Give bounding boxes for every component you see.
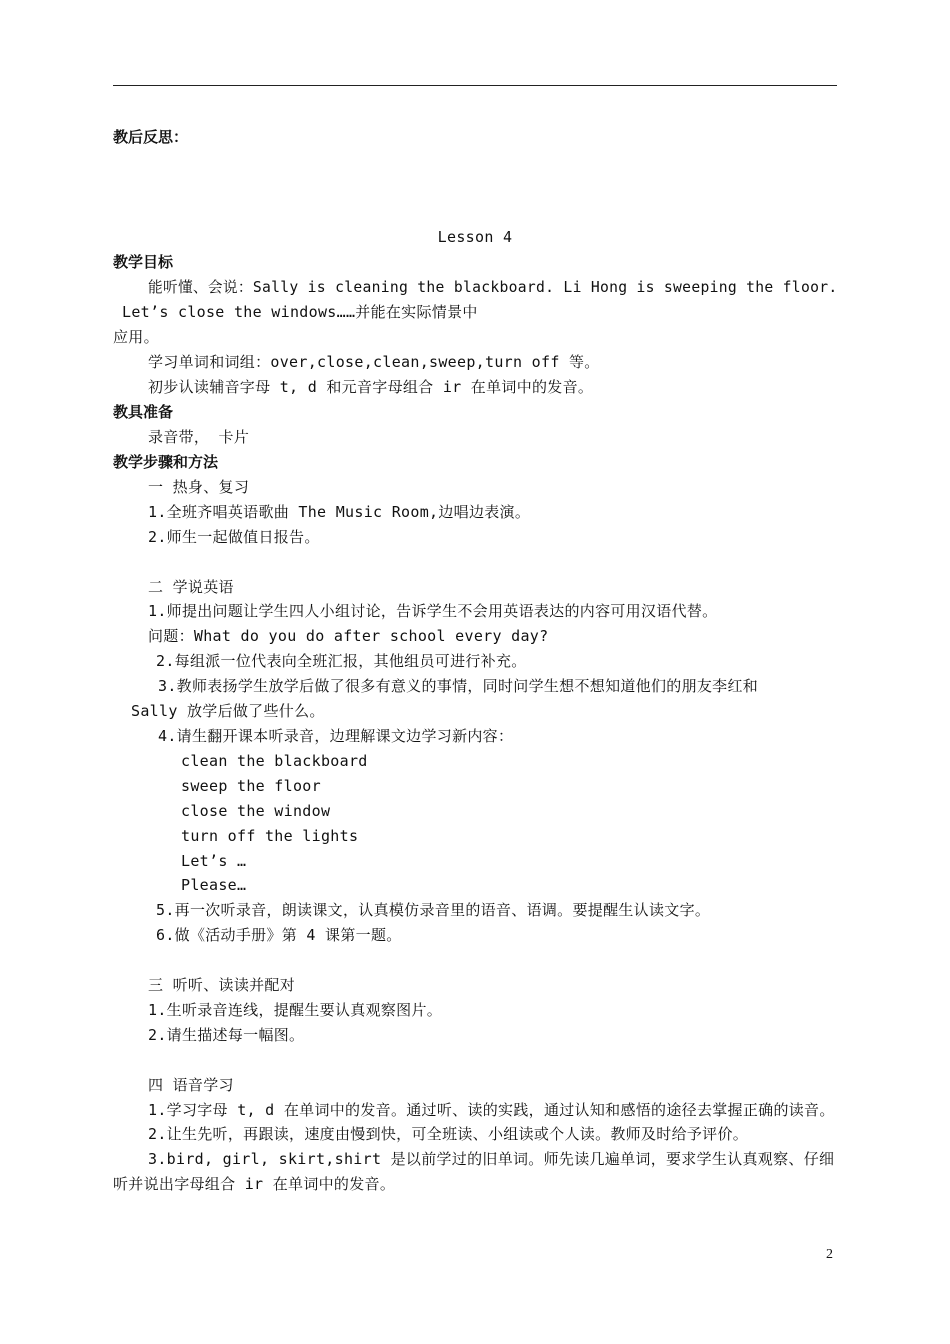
section-1-item-1: 1.全班齐唱英语歌曲 The Music Room,边唱边表演。 <box>148 503 531 521</box>
objectives-line-1: 能听懂、会说：Sally is cleaning the blackboard. Li Hong is sweeping the floor. <box>148 278 838 296</box>
section-4-item-1: 1.学习字母 t, d 在单词中的发音。通过听、读的实践，通过认知和感悟的途径去掌握正确的读音。 <box>148 1101 835 1119</box>
objectives-line-3: 应用。 <box>113 328 159 346</box>
materials-line: 录音带， 卡片 <box>148 428 250 446</box>
materials-heading: 教具准备 <box>113 403 174 421</box>
section-3-item-1: 1.生听录音连线，提醒生要认真观察图片。 <box>148 1001 443 1019</box>
section-2-item-5: 5.再一次听录音，朗读课文，认真模仿录音里的语音、语调。要提醒生认读文字。 <box>156 901 711 919</box>
section-4-item-3b: 听并说出字母组合 ir 在单词中的发音。 <box>113 1175 396 1193</box>
page-number: 2 <box>826 1247 833 1262</box>
section-4-item-2: 2.让生先听，再跟读，速度由慢到快，可全班读、小组读或个人读。教师及时给予评价。 <box>148 1125 749 1143</box>
phrase-item: turn off the lights <box>181 827 359 845</box>
section-4-title: 四 语音学习 <box>148 1076 234 1094</box>
phrase-item: close the window <box>181 802 331 820</box>
reflection-heading: 教后反思： <box>113 128 189 146</box>
section-2-item-4: 4.请生翻开课本听录音，边理解课文边学习新内容： <box>158 727 514 745</box>
section-2-question: 问题：What do you do after school every day? <box>148 627 549 645</box>
phrase-item: sweep the floor <box>181 777 321 795</box>
section-2-item-6: 6.做《活动手册》第 4 课第一题。 <box>156 926 402 944</box>
header-rule <box>113 85 837 86</box>
section-2-item-3b: Sally 放学后做了些什么。 <box>131 702 325 720</box>
section-4-item-3a: 3.bird, girl, skirt,shirt 是以前学过的旧单词。师先读几遍单词，要求学生认真观察、仔细 <box>148 1150 835 1168</box>
objectives-line-4: 学习单词和词组：over,close,clean,sweep,turn off 等。 <box>148 353 600 371</box>
steps-heading: 教学步骤和方法 <box>113 453 219 471</box>
section-2-item-2: 2.每组派一位代表向全班汇报，其他组员可进行补充。 <box>156 652 527 670</box>
section-1-item-2: 2.师生一起做值日报告。 <box>148 528 320 546</box>
phrase-item: Please… <box>181 876 247 894</box>
objectives-heading: 教学目标 <box>113 253 174 271</box>
section-2-item-3a: 3.教师表扬学生放学后做了很多有意义的事情，同时问学生想不想知道他们的朋友李红和 <box>158 677 759 695</box>
section-3-item-2: 2.请生描述每一幅图。 <box>148 1026 305 1044</box>
objectives-line-2: Let’s close the windows……并能在实际情景中 <box>122 303 478 321</box>
section-1-title: 一 热身、复习 <box>148 478 250 496</box>
phrase-item: Let’s … <box>181 852 247 870</box>
section-2-item-1: 1.师提出问题让学生四人小组讨论，告诉学生不会用英语表达的内容可用汉语代替。 <box>148 602 718 620</box>
section-3-title: 三 听听、读读并配对 <box>148 976 296 994</box>
section-2-title: 二 学说英语 <box>148 578 234 596</box>
objectives-line-5: 初步认读辅音字母 t, d 和元音字母组合 ir 在单词中的发音。 <box>148 378 594 396</box>
lesson-title: Lesson 4 <box>437 228 513 246</box>
phrase-item: clean the blackboard <box>181 752 368 770</box>
